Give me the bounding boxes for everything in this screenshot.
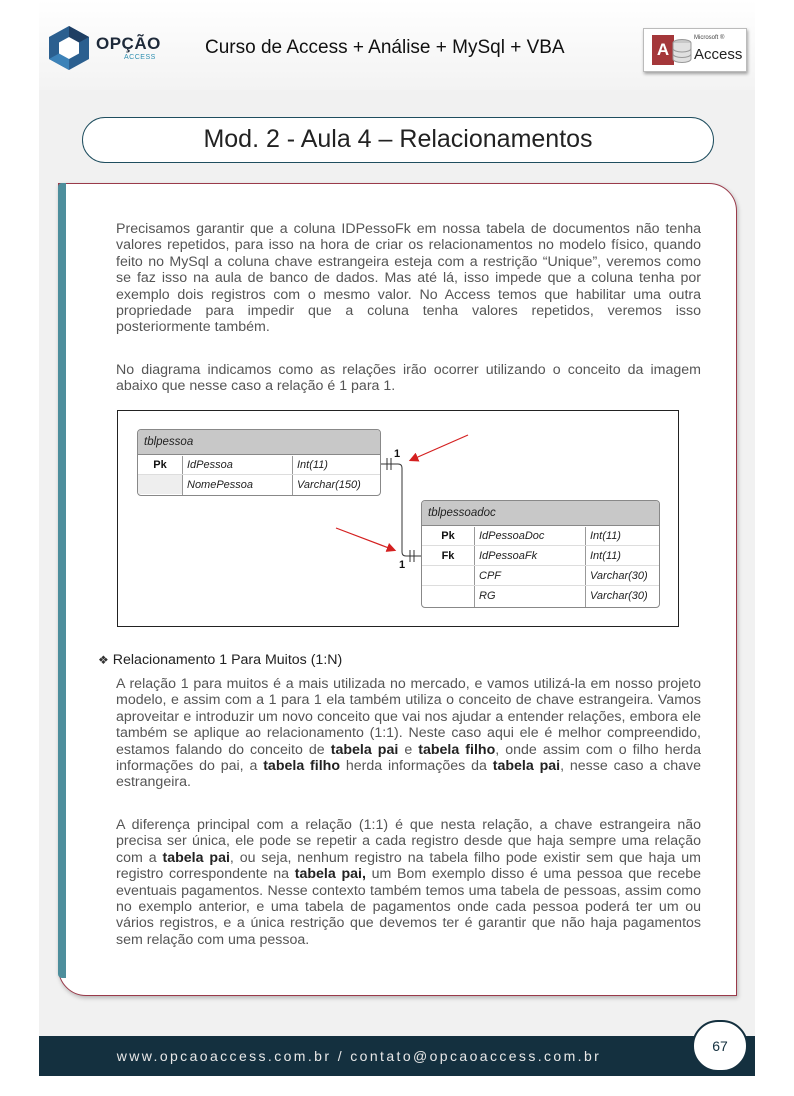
field-cell: NomePessoa xyxy=(187,479,254,491)
paragraph-diagram-intro: No diagrama indicamos como as relações irão ocorrer utilizando o conceito da imagem abaixo que nesse caso a relação é 1 para 1. xyxy=(116,362,701,395)
type-cell: Int(11) xyxy=(590,530,621,542)
text-run: , onde assim com o filho herda informações do pai, a xyxy=(116,741,702,775)
page-footer xyxy=(39,1036,755,1076)
access-letter-icon: A xyxy=(652,35,674,65)
paragraph-main-difference xyxy=(116,817,701,948)
page-number: 67 xyxy=(692,1020,748,1072)
type-cell: Int(11) xyxy=(590,550,621,562)
module-title: Mod. 2 - Aula 4 – Relacionamentos xyxy=(82,117,714,163)
key-cell: Pk xyxy=(153,459,167,471)
bold-term: tabela filho xyxy=(418,741,496,758)
bold-term: tabela pai, xyxy=(294,866,366,883)
table-name: tblpessoa xyxy=(138,430,380,455)
diamond-bullet-icon: ❖ xyxy=(98,653,109,667)
field-cell: IdPessoa xyxy=(187,459,233,471)
course-title: Curso de Access + Análise + MySql + VBA xyxy=(205,37,565,58)
field-cell: IdPessoaDoc xyxy=(479,530,545,542)
field-cell: RG xyxy=(479,590,496,602)
relationship-diagram xyxy=(117,410,679,627)
type-cell: Varchar(30) xyxy=(590,570,648,582)
field-cell: IdPessoaFk xyxy=(479,550,538,562)
access-logo xyxy=(643,28,747,72)
bold-term: tabela pai xyxy=(162,849,230,866)
logo-text: OPÇÃO xyxy=(96,34,161,53)
text-run: A relação 1 para muitos é a mais utilizada no mercado, e vamos utilizá-la em nosso projeto modelo, e assim com a 1 para 1 ela também utiliza o conceito de chave estrangeira. Vamos aproveitar e introduzir um novo conceito que vai nos ajudar a entender relações, embora ele também se aplique ao relacionamento (1:1). Neste caso aqui ele é melhor compreendido, estamos falando do conceito de xyxy=(116,676,701,758)
card-accent-bar xyxy=(58,183,66,978)
type-cell: Varchar(30) xyxy=(590,590,648,602)
cardinality-label-top: 1 xyxy=(394,448,401,460)
footer-contact: www.opcaoaccess.com.br / contato@opcaoaccess.com.br xyxy=(116,1048,602,1064)
paragraph-unique-constraint: Precisamos garantir que a coluna IDPessoFk em nossa tabela de documentos não tenha valores repetidos, para isso na hora de criar os relacionamentos no modelo físico, quando feito no MySql a coluna chave estrangeira esteja com a restrição “Unique”, veremos como se faz isso na aula de banco de dados. Mas até lá, isso impede que a coluna tenha por exemplo dois registros com o mesmo valor. No Access temos que habilitar uma outra propriedade para impedir que a coluna tenha valores repetidos, veremos isso posteriormente também. xyxy=(116,221,701,336)
paragraph-one-to-many xyxy=(116,676,701,791)
section-heading-text: Relacionamento 1 Para Muitos (1:N) xyxy=(112,652,343,668)
text-run: e xyxy=(398,741,419,758)
logo-subtext: ACCESS xyxy=(124,54,156,61)
text-run: , ou seja, nenhum registro na tabela filho pode existir sem que haja um registro correspondente na xyxy=(116,849,701,883)
text-run: um Bom exemplo disso é uma pessoa que recebe eventuais pagamentos. Nesse contexto também temos uma tabela de pessoas, assim como no exemplo anterior, e uma tabela de pagamentos onde cada pessoa poderá ter um ou vários registros, e a única restrição que devemos ter é garantir que não haja pagamentos sem relação com uma pessoa. xyxy=(116,866,701,948)
field-cell: CPF xyxy=(479,570,501,582)
access-label: Access xyxy=(694,46,743,63)
database-icon xyxy=(672,39,692,63)
hexagon-logo-icon xyxy=(46,24,92,72)
section-heading xyxy=(98,652,342,668)
opcao-logo xyxy=(46,24,176,72)
text-run: herda informações da xyxy=(340,758,493,775)
relationship-connector xyxy=(118,411,680,628)
table-name: tblpessoadoc xyxy=(422,501,659,526)
type-cell: Int(11) xyxy=(297,459,328,471)
text-run: A diferença principal com a relação (1:1) é que nesta relação, a chave estrangeira não precisa ser única, ele pode se repetir a cada registro desde que haja sempre uma relação com a xyxy=(116,817,701,866)
bold-term: tabela filho xyxy=(263,758,340,775)
cardinality-label-bottom: 1 xyxy=(399,559,406,571)
bold-term: tabela pai xyxy=(330,741,399,758)
bold-term: tabela pai xyxy=(492,758,561,775)
key-cell: Pk xyxy=(441,530,455,542)
text-run: , nesse caso a chave estrangeira. xyxy=(116,758,701,791)
microsoft-label: Microsoft ® xyxy=(694,35,725,41)
type-cell: Varchar(150) xyxy=(297,479,361,491)
key-cell: Fk xyxy=(441,550,455,562)
